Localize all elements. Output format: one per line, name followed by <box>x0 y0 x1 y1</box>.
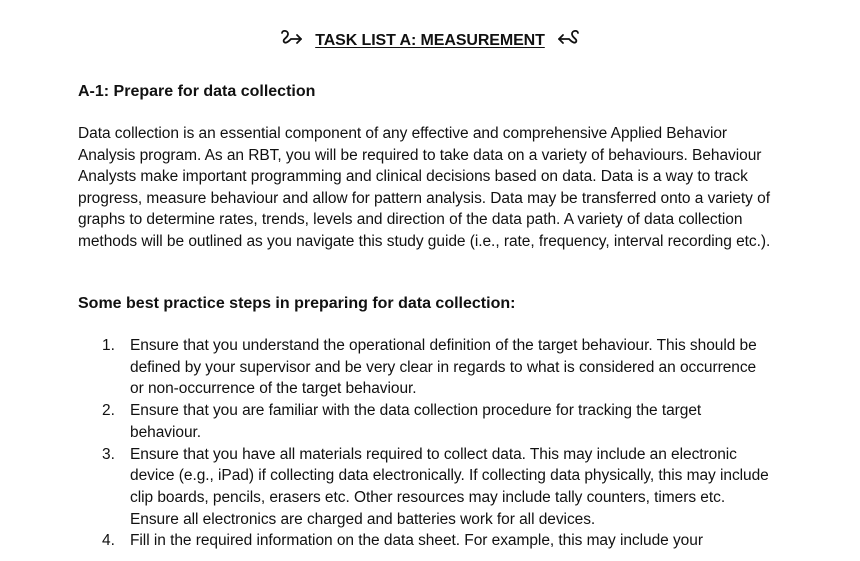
section-heading: A-1: Prepare for data collection <box>78 83 316 100</box>
curly-left-arrow-icon <box>555 29 581 47</box>
list-item-number: 2. <box>102 402 115 420</box>
intro-paragraph: Data collection is an essential component of any effective and comprehensive Applied Behavior Analysis program. As an RBT, you will be required to take data on a variety of behaviours. Behaviour Analysts make important programming and clinical decisions based on data. Data is a way to track progress, measure behaviour and allow for pattern analysis. Data may be transferred onto a variety of graphs to determine rates, trends, levels and direction of the data path. A variety of data collection methods will be outlined as you navigate this study guide (i.e., rate, frequency, interval recording etc.). <box>78 125 771 250</box>
list-item-text: Ensure that you are familiar with the data collection procedure for tracking the target behaviour. <box>130 402 702 441</box>
steps-list <box>102 335 770 552</box>
list-item <box>102 400 770 443</box>
list-item-text: Ensure that you have all materials required to collect data. This may include an electronic device (e.g., iPad) if collecting data electronically. If collecting data physically, this may include clip boards, pencils, erasers etc. Other resources may include tally counters, timers etc. Ensure all electronics are charged and batteries work for all devices. <box>130 445 769 528</box>
list-item-text: Ensure that you understand the operational definition of the target behaviour. This should be defined by your supervisor and be very clear in regards to what is considered an occurrence or non-occurrence of the target behaviour. <box>130 337 757 398</box>
page-title: TASK LIST A: MEASUREMENT <box>315 32 545 49</box>
list-item-text: Fill in the required information on the data sheet. For example, this may include your <box>130 532 703 550</box>
steps-heading: Some best practice steps in preparing for data collection: <box>78 295 516 312</box>
list-item-number: 3. <box>102 445 115 463</box>
list-item-number: 1. <box>102 337 115 354</box>
list-item <box>102 444 770 531</box>
list-item-number: 4. <box>102 532 115 550</box>
page-title-row <box>0 29 860 53</box>
list-item <box>102 530 770 552</box>
list-item <box>102 335 770 400</box>
curly-right-arrow-icon <box>279 29 305 47</box>
